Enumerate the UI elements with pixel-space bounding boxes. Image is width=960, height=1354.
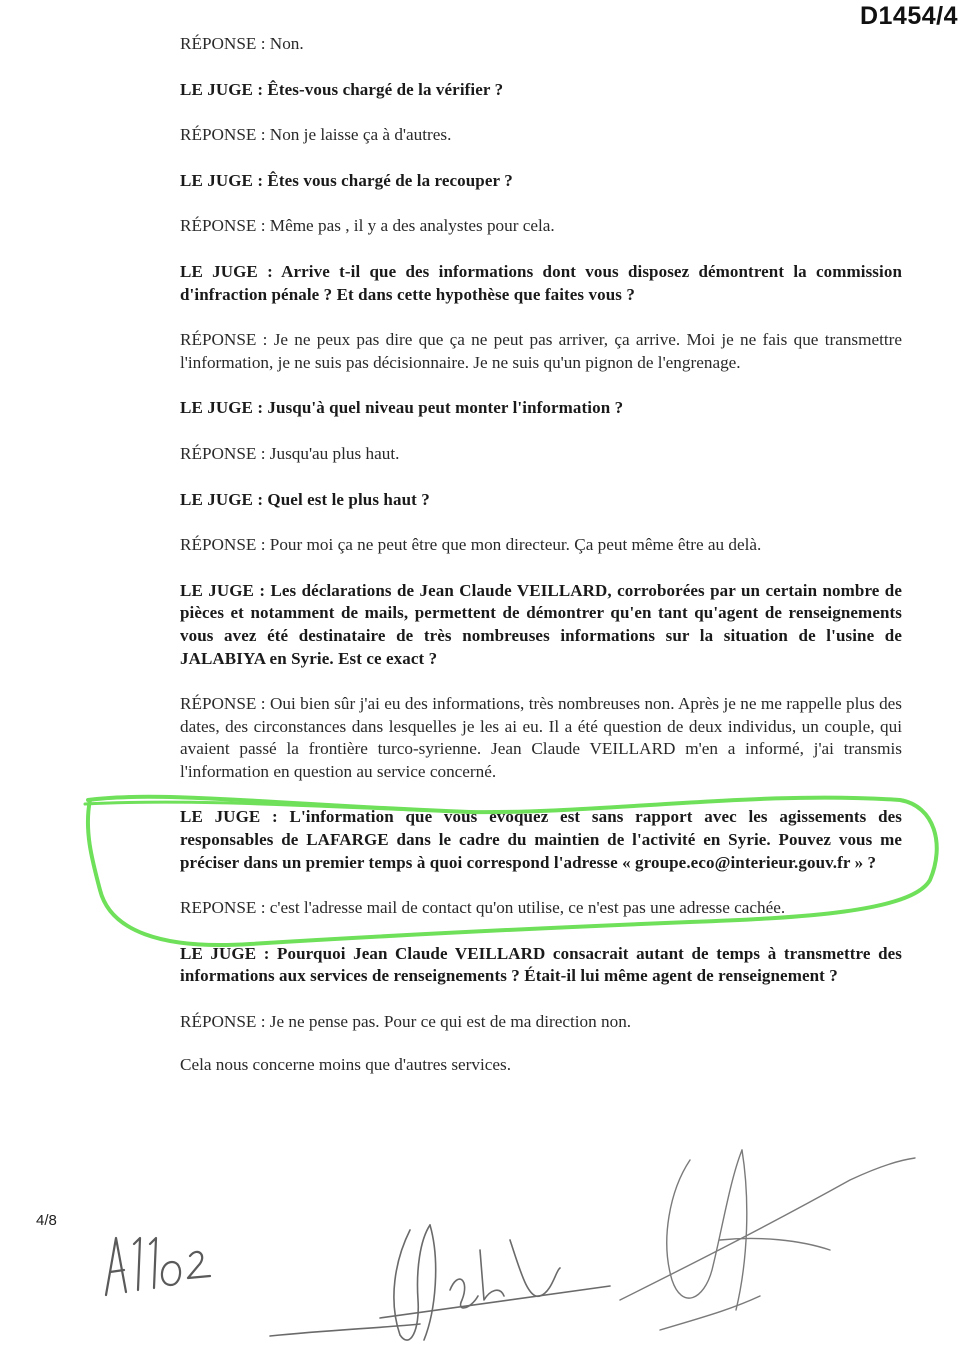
paragraph-text: Non. [265, 34, 304, 53]
speaker-label: LE JUGE : [180, 79, 264, 99]
paragraph-answer-1 [180, 33, 902, 56]
paragraph-text: Non je laisse ça à d'autres. [265, 125, 452, 145]
paragraph-text: Les déclarations de Jean Claude VEILLARD, corroborées par un certain nombre de pièces et notamment de mails, permettent de démontrer qu'en tant qu'agent de renseignements vous avez été destinataire de très nombreuses informations sur la situation de l'usine de JALABIYA en Syrie. Est ce exact ? [180, 580, 903, 668]
paragraph-answer-9 [180, 1011, 902, 1034]
speaker-label: LE JUGE : [180, 807, 278, 827]
paragraph-text: Oui bien sûr j'ai eu des informations, très nombreuses non. Après je ne me rappelle plus des dates, des circonstances dans lesquelles je les ai eu. Il a été question de deux individus, un couple, qui avaient passé la frontière turco-syrienne. Jean Claude VEILLARD m'en a informé, j'ai transmis l'information en question au service concerné. [180, 694, 902, 781]
paragraph-text: c'est l'adresse mail de contact qu'on utilise, ce n'est pas une adresse cachée. [265, 898, 786, 918]
paragraph-text: Jusqu'au plus haut. [265, 443, 400, 463]
paragraph-text: Pourquoi Jean Claude VEILLARD consacrait autant de temps à transmettre des informations aux services de renseignements ? Était-il lui même agent de renseignement ? [180, 943, 903, 986]
speaker-label: RÉPONSE : [180, 443, 266, 463]
transcript-body [180, 33, 902, 1099]
speaker-label: LE JUGE : [180, 398, 264, 418]
paragraph-question-8 [180, 943, 902, 988]
speaker-label: RÉPONSE : [180, 34, 266, 53]
speaker-label: RÉPONSE : [180, 330, 268, 350]
speaker-label: LE JUGE : [180, 943, 270, 963]
signature-left [270, 1225, 610, 1340]
document-reference-stamp: D1454/4 [859, 2, 958, 30]
speaker-label: LE JUGE : [180, 261, 273, 281]
speaker-label: REPONSE : [180, 898, 266, 918]
paragraph-text: Arrive t-il que des informations dont vous disposez démontrent la commission d'infraction pénale ? Et dans cette hypothèse que faites vous ? [180, 261, 903, 304]
paragraph-answer-4 [180, 329, 902, 374]
paragraph-closing [180, 1054, 902, 1077]
speaker-label: RÉPONSE : [180, 216, 266, 236]
speaker-label: RÉPONSE : [180, 125, 266, 145]
speaker-label: LE JUGE : [180, 580, 266, 600]
paragraph-answer-7 [180, 693, 902, 783]
paragraph-answer-3 [180, 215, 902, 238]
paragraph-text: Êtes vous chargé de la recouper ? [263, 170, 513, 190]
paragraph-answer-5 [180, 443, 902, 466]
paragraph-text: L'information que vous évoquez est sans rapport avec les agissements des responsables de LAFARGE dans le cadre du maintien de l'activité en Syrie. Pouvez vous me préciser dans un premier temps à quoi correspond l'adresse « groupe.eco@interieur.gouv.fr » ? [180, 807, 903, 872]
paragraph-text: Jusqu'à quel niveau peut monter l'information ? [263, 398, 624, 418]
paragraph-text: Cela nous concerne moins que d'autres services. [180, 1054, 511, 1074]
paragraph-question-5 [180, 489, 902, 512]
page-number: 4/8 [36, 1212, 57, 1229]
paragraph-answer-6 [180, 534, 902, 557]
paragraph-question-6 [180, 580, 902, 670]
paragraph-text: Êtes-vous chargé de la vérifier ? [263, 79, 504, 99]
paragraph-question-2 [180, 170, 902, 193]
speaker-label: RÉPONSE : [180, 535, 266, 555]
paragraph-text: Je ne peux pas dire que ça ne peut pas arriver, ça arrive. Moi je ne fais que transmettre l'information, je ne suis pas décisionnaire. Je ne suis qu'un pignon de l'engrenage. [180, 330, 902, 372]
speaker-label: RÉPONSE : [180, 1012, 266, 1032]
paragraph-answer-8 [180, 897, 902, 920]
paragraph-question-4 [180, 397, 902, 420]
paragraph-text: Même pas , il y a des analystes pour cela. [265, 216, 555, 236]
speaker-label: RÉPONSE : [180, 694, 266, 714]
speaker-label: LE JUGE : [180, 489, 264, 509]
speaker-label: LE JUGE : [180, 170, 264, 190]
paragraph-text: Quel est le plus haut ? [263, 489, 430, 509]
paragraph-text: Je ne pense pas. Pour ce qui est de ma direction non. [265, 1012, 632, 1032]
paragraph-text: Pour moi ça ne peut être que mon directeur. Ça peut même être au delà. [265, 535, 762, 555]
signature-right [620, 1150, 915, 1330]
paragraph-question-3 [180, 261, 902, 306]
paragraph-question-1 [180, 79, 902, 102]
paragraph-question-7-highlighted [180, 806, 902, 874]
paragraph-answer-2 [180, 124, 902, 147]
handwritten-initials [106, 1238, 210, 1295]
